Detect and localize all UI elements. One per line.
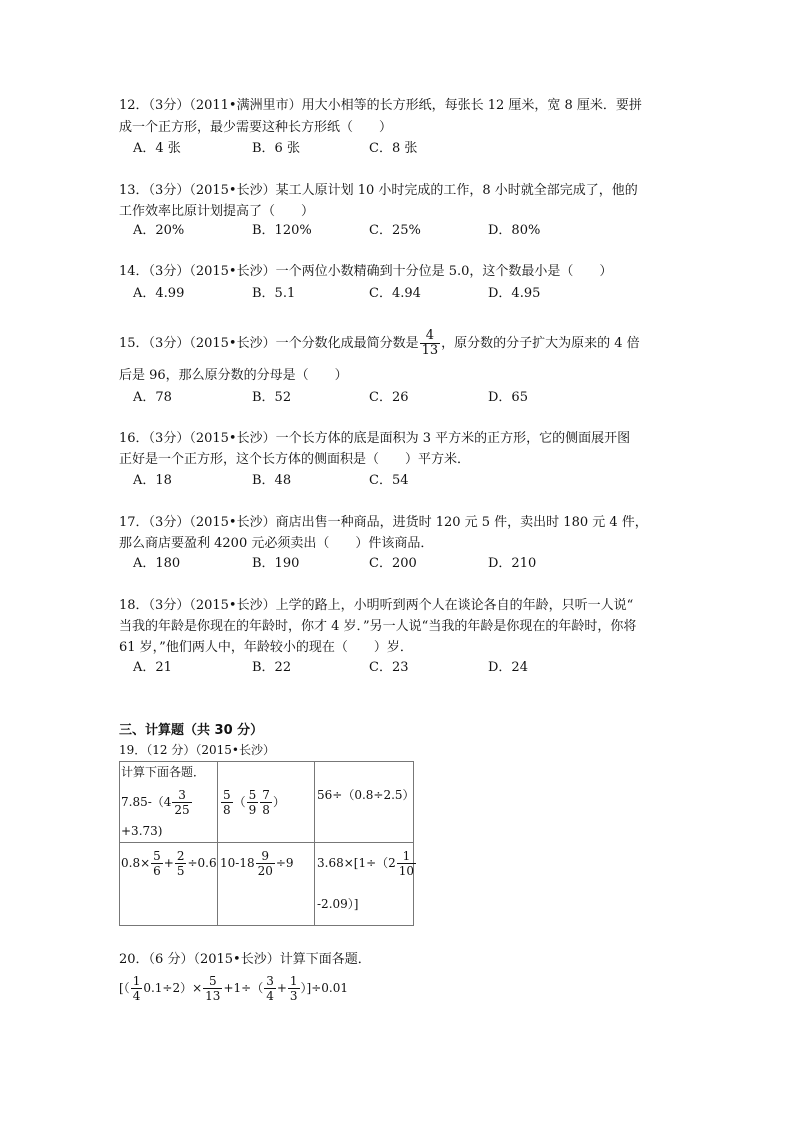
denominator: 5 — [176, 864, 185, 878]
numerator: 2 — [176, 849, 185, 863]
q16-option-a: A．18 — [133, 473, 172, 488]
q20-expression — [119, 972, 348, 1004]
q14-option-b: B．5.1 — [252, 286, 296, 301]
q20-mid-1: 0.1÷2）× — [143, 981, 203, 995]
q19-expr-1-fraction — [172, 788, 191, 817]
numerator: 1 — [132, 974, 141, 988]
q19-expr-6 — [317, 849, 417, 878]
q15-stem-line2: 后是 96，那么原分数的分母是（ ） — [119, 368, 348, 383]
section-heading-calculation: 三、计算题（共 30 分） — [119, 723, 264, 738]
q15-stem-line1 — [119, 328, 640, 360]
q15-stem-post: ，原分数的分子扩大为原来的 4 倍 — [441, 336, 640, 351]
q19-expr-6-fraction — [397, 849, 416, 878]
q19-expr-2 — [220, 788, 285, 817]
q19-expr-3: 56÷（0.8÷2.5） — [317, 788, 415, 802]
q12-option-a: A．4 张 — [133, 141, 181, 156]
expr-5-pre: 10-18 — [220, 856, 255, 870]
q19-expr-4-fraction-1 — [151, 849, 163, 878]
numerator: 7 — [262, 788, 270, 802]
q15-option-a: A．78 — [133, 390, 172, 405]
q19-expr-2-fraction-3 — [260, 788, 272, 817]
q20-fraction-1 — [131, 974, 143, 1003]
numerator: 5 — [248, 788, 257, 802]
q19-cell-5 — [218, 843, 315, 926]
q15-option-c: C．26 — [369, 390, 409, 405]
q19-cell-6 — [315, 843, 414, 926]
q19-cell-3 — [315, 762, 414, 843]
q19-instruction: 计算下面各题． — [121, 765, 206, 779]
q15-fraction-numerator: 4 — [420, 329, 441, 344]
q20-fraction-3 — [264, 974, 276, 1003]
q20-mid-2: +1÷（ — [223, 981, 264, 995]
denominator: 4 — [132, 989, 141, 1003]
q13-option-a: A．20% — [133, 223, 185, 238]
q18-option-c: C．23 — [369, 660, 409, 675]
paren-close: ） — [272, 795, 285, 809]
q15-stem-pre: 15．（3分）（2015•长沙）一个分数化成最简分数是 — [119, 336, 419, 351]
q18-option-a: A．21 — [133, 660, 172, 675]
q20-open: [（ — [119, 981, 130, 995]
q15-fraction-denominator: 13 — [421, 343, 439, 358]
q17-option-c: C．200 — [369, 556, 417, 571]
q19-expr-5-fraction — [256, 849, 275, 878]
expr-4-pre: 0.8× — [121, 856, 151, 870]
q19-expr-4 — [121, 849, 217, 878]
q19-expr-4-fraction-2 — [175, 849, 187, 878]
q18-option-b: B．22 — [252, 660, 292, 675]
q17-options — [133, 555, 693, 573]
q12-option-b: B．6 张 — [252, 141, 300, 156]
q19-expr-5 — [220, 849, 294, 878]
q13-option-c: C．25% — [369, 223, 421, 238]
numerator: 5 — [153, 849, 161, 863]
q12-stem-line2: 成一个正方形，最少需要这种长方形纸（ ） — [119, 120, 393, 135]
denominator: 9 — [248, 803, 257, 817]
denominator: 6 — [153, 864, 161, 878]
q13-option-b: B．120% — [252, 223, 312, 238]
q18-stem-line3: 61 岁，”他们两人中，年龄较小的现在（ ）岁． — [119, 640, 413, 655]
expr-5-post: ÷9 — [275, 856, 294, 870]
q15-option-d: D．65 — [488, 390, 528, 405]
q19-cell-4 — [120, 843, 218, 926]
q14-option-d: D．4.95 — [488, 286, 541, 301]
denominator: 10 — [398, 864, 415, 878]
q16-options — [133, 472, 693, 490]
numerator: 9 — [256, 849, 275, 864]
q16-stem-line2: 正好是一个正方形，这个长方体的侧面积是（ ）平方米． — [119, 452, 471, 467]
q19-expr-2-fraction-1 — [221, 788, 233, 817]
expr-4-post: ÷0.6 — [187, 856, 217, 870]
expr-6-pre: 3.68×[1÷（2 — [317, 856, 396, 870]
numerator: 5 — [203, 974, 222, 989]
q16-stem-line1: 16．（3分）（2015•长沙）一个长方体的底是面积为 3 平方米的正方形，它的侧面展开图 — [119, 431, 631, 446]
q18-option-d: D．24 — [488, 660, 528, 675]
numerator: 3 — [266, 974, 274, 988]
q19-expr-1-pre: 7.85-（4 — [121, 795, 172, 809]
q18-stem-line2: 当我的年龄是你现在的年龄时，你才 4 岁．”另一人说“当我的年龄是你现在的年龄时，你将 — [119, 619, 637, 634]
q14-options — [133, 285, 693, 303]
q17-stem-line1: 17．（3分）（2015•长沙）商店出售一种商品，进货时 120 元 5 件，卖出时 180 元 4 件， — [119, 515, 648, 530]
q15-option-b: B．52 — [252, 390, 292, 405]
q17-option-a: A．180 — [133, 556, 181, 571]
q18-options — [133, 659, 693, 677]
q14-option-c: C．4.94 — [369, 286, 421, 301]
q19-expr-1 — [121, 788, 193, 817]
q17-option-b: B．190 — [252, 556, 300, 571]
q14-stem: 14．（3分）（2015•长沙）一个两位小数精确到十分位是 5.0，这个数最小是（ ） — [119, 264, 613, 279]
q12-stem-line1: 12．（3分）（2011•满洲里市）用大小相等的长方形纸，每张长 12 厘米，宽 8 厘米．要拼 — [119, 98, 642, 113]
numerator: 3 — [172, 788, 191, 803]
q13-stem-line1: 13．（3分）（2015•长沙）某工人原计划 10 小时完成的工作，8 小时就全部完成了，他的 — [119, 183, 638, 198]
q20-header: 20．（6 分）（2015•长沙）计算下面各题． — [119, 952, 371, 967]
q15-options — [133, 389, 693, 407]
denominator: 8 — [262, 803, 270, 817]
denominator: 4 — [266, 989, 274, 1003]
q20-close: ）]÷0.01 — [300, 981, 349, 995]
denominator: 3 — [289, 989, 298, 1003]
q20-fraction-4 — [288, 974, 300, 1003]
q16-option-b: B．48 — [252, 473, 292, 488]
numerator: 1 — [289, 974, 298, 988]
q19-expr-6-tail: -2.09）] — [317, 897, 359, 911]
numerator: 5 — [223, 788, 231, 802]
q13-stem-line2: 工作效率比原计划提高了（ ） — [119, 204, 315, 219]
q18-stem-line1: 18．（3分）（2015•长沙）上学的路上，小明听到两个人在谈论各自的年龄，只听一人说“ — [119, 598, 634, 613]
q19-expr-2-fraction-2 — [247, 788, 259, 817]
q13-options — [133, 222, 693, 240]
plus-sign: + — [276, 981, 287, 995]
plus-sign: + — [163, 856, 174, 870]
q19-expr-1-tail: +3.73) — [121, 824, 163, 838]
q20-fraction-2 — [203, 974, 222, 1003]
denominator: 25 — [174, 803, 190, 817]
q19-calculation-table — [119, 761, 414, 926]
denominator: 8 — [223, 803, 231, 817]
q19-header: 19．（12 分）（2015•长沙） — [119, 743, 275, 757]
q16-option-c: C．54 — [369, 473, 409, 488]
q12-option-c: C．8 张 — [369, 141, 418, 156]
denominator: 20 — [257, 864, 273, 878]
q14-option-a: A．4.99 — [133, 286, 185, 301]
q17-option-d: D．210 — [488, 556, 537, 571]
numerator: 1 — [397, 849, 416, 864]
q15-fraction — [420, 329, 441, 358]
q17-stem-line2: 那么商店要盈利 4200 元必须卖出（ ）件该商品． — [119, 536, 434, 551]
paren-open: （ — [233, 795, 246, 809]
q19-cell-2 — [218, 762, 315, 843]
denominator: 13 — [205, 989, 221, 1003]
q13-option-d: D．80% — [488, 223, 541, 238]
q19-cell-1 — [120, 762, 218, 843]
q12-options — [133, 140, 693, 158]
